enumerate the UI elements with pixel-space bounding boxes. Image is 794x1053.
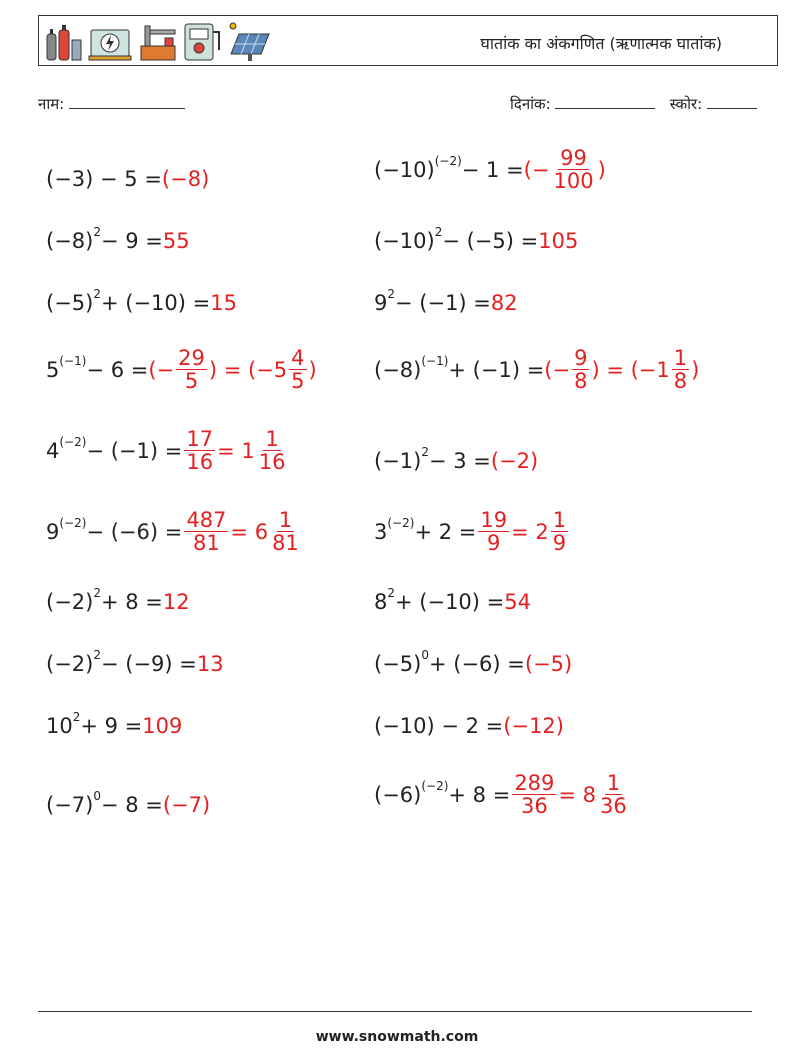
- expr-rest: + (−10) =: [100, 291, 211, 315]
- name-label: नाम:: [38, 95, 65, 113]
- answer: (−7): [162, 793, 211, 817]
- answer: [510, 772, 630, 817]
- answer-mixed-fraction: [672, 347, 689, 392]
- problem-5: (−5) $^2$ + (−10) = 15: [46, 287, 237, 315]
- expr-base: 10: [46, 714, 73, 738]
- expr-base: 9: [46, 519, 60, 544]
- numerator: 17: [186, 427, 214, 451]
- problem-18: [374, 714, 564, 738]
- answer: (−12): [503, 714, 564, 738]
- expr-rest: − 8 =: [100, 793, 163, 817]
- expr-base: 4: [46, 438, 60, 463]
- denominator: 8: [673, 369, 688, 394]
- answer-prefix: (−: [148, 357, 175, 382]
- numerator: 99: [560, 146, 587, 170]
- expr-rest: + 2 =: [414, 519, 477, 544]
- answer-mixed-fraction: [270, 509, 301, 554]
- numerator: 1: [265, 427, 279, 451]
- expr-base: (−8): [374, 357, 422, 382]
- expr-base: (−2): [46, 652, 94, 676]
- problem-17: 10 $^2$ + 9 = 109: [46, 710, 183, 738]
- answer: [148, 347, 316, 392]
- answer: 109: [142, 714, 183, 738]
- answer-suffix: ): [691, 357, 700, 382]
- answer-mixed-fraction: [551, 509, 568, 554]
- numerator: 4: [291, 346, 305, 370]
- expr-rest: + 8 =: [100, 590, 163, 614]
- numerator: 29: [178, 346, 205, 370]
- denominator: 36: [520, 794, 548, 819]
- problem-3: (−8) $^2$ − 9 = 55: [46, 225, 190, 253]
- name-blank: [69, 94, 185, 109]
- answer-mixed-fraction: [598, 772, 629, 817]
- expr-base: 3: [374, 519, 388, 544]
- answer-fraction: [184, 509, 228, 554]
- answer-prefix: (−: [523, 157, 550, 182]
- date-blank: [555, 94, 655, 109]
- answer-fraction: [184, 428, 215, 473]
- numerator: 1: [278, 508, 293, 532]
- expr-rest: − (−5) =: [442, 229, 539, 253]
- expr-base: (−1): [374, 449, 422, 473]
- problem-15: (−2) $^2$ − (−9) = 13: [46, 648, 224, 676]
- denominator: 16: [258, 450, 286, 475]
- expr-base: 8: [374, 590, 388, 614]
- score-label: स्कोर:: [669, 95, 703, 113]
- problem-8: (−8) $^{(-1)}$ + (−1) = (− $\frac{9}{8}$ ) = (−1 $\frac{1}{8}$ ): [374, 346, 700, 394]
- date-score-field: [510, 94, 757, 114]
- denominator: 9: [487, 531, 501, 556]
- problem-1: [46, 167, 209, 191]
- expr-rest: + (−1) =: [448, 357, 545, 382]
- energy-icons-banner: [45, 20, 275, 62]
- answer-suffix: ): [597, 157, 606, 182]
- battery-lightning-icon: [89, 30, 131, 60]
- expr-rest: − (−6) =: [86, 519, 183, 544]
- answer-mid: = 6: [230, 519, 269, 544]
- answer: [524, 147, 606, 192]
- expr-base: (−5): [46, 291, 94, 315]
- expr-rest: − (−9) =: [100, 652, 197, 676]
- expr-base: 9: [374, 291, 388, 315]
- expr-rest: + (−10) =: [395, 590, 505, 614]
- expr-rest: − 9 =: [100, 229, 163, 253]
- numerator: 1: [552, 508, 567, 532]
- expr-rest: − (−1) =: [86, 438, 183, 463]
- denominator: 100: [553, 169, 594, 194]
- denominator: 81: [193, 531, 220, 556]
- answer: (−8): [161, 167, 210, 191]
- answer: [182, 509, 302, 554]
- denominator: 5: [184, 369, 199, 394]
- denominator: 9: [552, 531, 567, 556]
- answer: 55: [162, 229, 190, 253]
- expr-base: 5: [46, 357, 60, 382]
- numerator: 1: [673, 346, 688, 370]
- answer-fraction: [478, 509, 509, 554]
- footer-divider: [38, 1011, 752, 1012]
- expr-rest: + 8 =: [448, 782, 511, 807]
- answer-mixed-fraction: [257, 428, 288, 473]
- expr-base: (−10): [374, 157, 435, 182]
- problem-4: (−10) $^2$ − (−5) = 105: [374, 225, 579, 253]
- expr-base: (−10): [374, 229, 435, 253]
- numerator: 289: [514, 771, 555, 795]
- score-blank: [707, 94, 757, 109]
- answer-prefix: (−: [544, 357, 571, 382]
- expr: (−3) − 5 =: [46, 167, 162, 191]
- answer: [544, 347, 699, 392]
- name-field: [38, 94, 185, 114]
- denominator: 5: [291, 369, 305, 394]
- problem-13: (−2) $^2$ + 8 = 12: [46, 586, 190, 614]
- expr-base: (−5): [374, 652, 422, 676]
- expr-base: (−2): [46, 590, 94, 614]
- factory-icon: [141, 26, 175, 60]
- fuel-pump-icon: [185, 24, 219, 60]
- expr-rest: − 1 =: [461, 157, 524, 182]
- answer: 54: [504, 590, 531, 614]
- answer-mid: ) = (−5: [208, 357, 288, 382]
- answer: 12: [162, 590, 190, 614]
- answer: 82: [490, 291, 518, 315]
- answer: [182, 428, 289, 473]
- answer-mid: = 1: [217, 438, 255, 463]
- worksheet-header: [38, 15, 778, 66]
- denominator: 81: [272, 531, 299, 556]
- footer-url[interactable]: www.snowmath.com: [315, 1029, 479, 1045]
- answer-suffix: ): [308, 357, 317, 382]
- answer-fraction: [512, 772, 556, 817]
- date-label: दिनांक:: [510, 95, 551, 113]
- numerator: 9: [574, 346, 588, 370]
- numerator: 1: [606, 771, 621, 795]
- problem-14: 8 $^2$ + (−10) = 54: [374, 586, 531, 614]
- problem-2: (−10) $^{(-2)}$ − 1 = (− $\frac{99}{100}$ ): [374, 146, 606, 194]
- numerator: 19: [480, 508, 508, 532]
- problem-16: (−5) $^0$ + (−6) = (−5): [374, 648, 573, 676]
- expr-rest: + 9 =: [80, 714, 143, 738]
- answer-mixed-fraction: [289, 347, 306, 392]
- expr-rest: + (−6) =: [428, 652, 525, 676]
- problem-12: 3 $^{(-2)}$ + 2 = $\frac{19}{9}$ = 2 $\frac{1}{9}$: [374, 509, 570, 554]
- answer: 15: [210, 291, 237, 315]
- answer-fraction: [176, 347, 207, 392]
- expr-base: (−7): [46, 793, 94, 817]
- solar-panel-icon: [230, 23, 269, 61]
- denominator: 36: [600, 794, 627, 819]
- answer: 13: [196, 652, 224, 676]
- numerator: 487: [186, 508, 227, 532]
- expr-base: (−6): [374, 782, 422, 807]
- answer: (−5): [524, 652, 573, 676]
- gas-cylinders-icon: [47, 25, 81, 60]
- problem-20: (−6) $^{(-2)}$ + 8 = $\frac{289}{36}$ = 8 $\frac{1}{36}$: [374, 772, 631, 817]
- answer-mid: = 8: [558, 782, 597, 807]
- problem-10: (−1) $^2$ − 3 = (−2): [374, 445, 539, 473]
- answer-mid: ) = (−1: [591, 357, 670, 382]
- problem-9: 4 $^{(-2)}$ − (−1) = $\frac{17}{16}$ = 1 $\frac{1}{16}$: [46, 428, 289, 473]
- expr-rest: − (−1) =: [395, 291, 491, 315]
- expr: (−10) − 2 =: [374, 714, 504, 738]
- expr-rest: − 3 =: [428, 449, 491, 473]
- answer: [476, 509, 570, 554]
- problem-19: (−7) $^0$ − 8 = (−7): [46, 789, 211, 817]
- answer: 105: [538, 229, 579, 253]
- worksheet-title: घातांक का अंकगणित (ऋणात्मक घातांक): [480, 34, 722, 53]
- problem-7: 5 $^{(-1)}$ − 6 = (− $\frac{29}{5}$ ) = (−5 $\frac{4}{5}$ ): [46, 346, 317, 394]
- denominator: 8: [574, 369, 588, 394]
- answer-fraction: [572, 347, 589, 392]
- answer: (−2): [490, 449, 539, 473]
- problem-11: 9 $^{(-2)}$ − (−6) = $\frac{487}{81}$ = 6 $\frac{1}{81}$: [46, 509, 303, 554]
- answer-fraction: [551, 147, 595, 192]
- denominator: 16: [186, 450, 214, 475]
- expr-base: (−8): [46, 229, 94, 253]
- problem-6: 9 $^2$ − (−1) = 82: [374, 287, 518, 315]
- answer-mid: = 2: [511, 519, 549, 544]
- expr-rest: − 6 =: [86, 357, 149, 382]
